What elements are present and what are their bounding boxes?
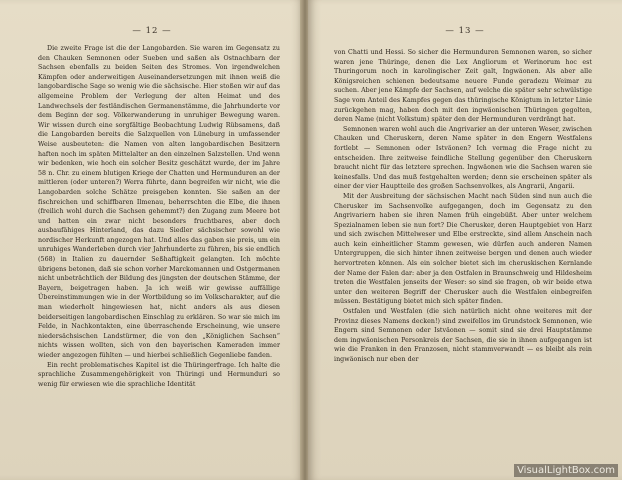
- right-page-text: [334, 48, 592, 365]
- paragraph: Semnonen waren wohl auch die Angrivarier an der unteren Weser, zwischen Chauken und Cheruskern, deren Name später in den Engern Westfalens fortlebt — Semnonen oder Istväonen? Ich vermag die Frage nicht zu entscheiden. Ihre zeitweise feindliche Stellung gegenüber den Cheruskern braucht nicht für das letztere sprechen. Ingwäonen wie die Sachsen waren sie keinesfalls. Und das muß festgehalten werden; denn sie erscheinen später als einer der vier Hauptteile des großen Sachsenvolkes, als Angrarii, Angarii.: [334, 125, 592, 191]
- page-number-left: — 12 —: [132, 26, 172, 36]
- paragraph: von Chatti und Hessi. So sicher die Hermunduren Semnonen waren, so sicher waren jene Thüringe, denen die Lex Angliorum et Werinorum hoc est Thuringorum noch in karolingischer Zeit galt, Ingwäonen. Als aber alle Königsreichen schienen bedeutsame neuere Funde geradezu Weimar zu suchen. Aber jene Kämpfe der Sachsen, auf welche die später sehr schwülstige Sage vom Anteil des Kampfes gegen das thüringische Königtum in letzter Linie zurückgehen mag, haben doch mit den ingwäonischen Thüringen gegolten, deren Name (nicht Volkstum) später den der Hermunduren verdrängt hat.: [334, 49, 592, 124]
- paragraph: Die zweite Frage ist die der Langobarden. Sie waren im Gegensatz zu den Chauken Semnonen oder Sueben und saßen als Ostnachbarn der Sachsen ebenfalls zu beiden Seiten des Stromes. Von irgendwelchen Kämpfen oder anderweitigen Auseinandersetzungen mit ihnen weiß die langobardische Sage so wenig wie die sächsische. Hier stoßen wir auf das allgemeine Problem der Verlegung der alten Heimat und des Landwechsels der festländischen Germanenstämme, die Jahrhunderte vor dem Beginn der sog. Völkerwanderung in unruhiger Bewegung waren. Wir wissen durch eine sorgfältige Beobachtung Ludwig Rübsamens, daß die Langobarden bereits die Salzquellen von Lüneburg in umfassender Weise ausbeuteten: die Namen von alten langobardischen Besitzern haften noch im späten Mittelalter an den einzelnen Salzstellen. Und wenn wir bedenken, wie hoch ein solcher Besitz geschätzt wurde, der im Jahre 58 n. Chr. zu einem blutigen Kriege der Chatten und Hermunduren an der mittleren (oder unteren?) Werra führte, dann begreifen wir nicht, wie die Langobarden solche Schätze preisgeben konnten. Sie saßen an der fischreichen und schiffbaren Ilmenau, beherrschten die Elbe, die ihnen (freilich wohl durch die Sachsen gehemmt?) den Zugang zum Meere bot und hatten ein zwar nicht besonders fruchtbares, aber doch ausbaufähiges Hinterland, das dazu Siedler sächsischer sowohl wie nordischer Herkunft angezogen hat. Und alles das gaben sie preis, um ein unruhiges Wanderleben durch vier Jahrhunderte zu führen, bis sie endlich (568) in Italien zu dauernder Seßhaftigkeit gelangten. Ich möchte übrigens betonen, daß sie schon vorher Marckomannen und Ostgermanen nicht unbeträchtlich der Bildung des jüngsten der deutschen Stämme, der Bayern, beigetragen haben. Ja ich weiß wir gewisse auffällige Übereinstimmungen wie in der Wortbildung so im Volkscharakter, auf die man wiederholt hingewiesen hat, nicht anders als aus diesen beiderseitigen langobardischen Einschlag zu erklären. So war sie mich im Felde, in Nachkontakten, eine überraschende Erscheinung, wie unsere niedersächsischen Landstürmer, die von den „Königlichen Sachsen“ nichts wissen wollten, sich von den bayerischen Kameraden immer wieder angezogen fühlten — und hierbei schließlich Gegenliebe fanden.: [38, 45, 280, 359]
- paragraph: Ein recht problematisches Kapitel ist die Thüringerfrage. Ich halte die sprachliche Zusammengehörigkeit von Thüringi und Hermunduri so wenig für erwiesen wie die sprachliche Identität: [38, 361, 280, 388]
- left-page-text: [38, 44, 280, 389]
- left-page: [0, 0, 304, 480]
- paragraph: Mit der Ausbreitung der sächsischen Macht nach Süden sind nun auch die Cherusker im Sachsenvolke aufgegangen, doch im Gegensatz zu den Angrivariern haben sie ihren Namen früh eingebüßt. Aber unter welchem Spezialnamen leben sie nun fort? Die Cherusker, deren Hauptgebiet von Harz und sich zwischen Mittelweser und Elbe erstreckte, sind allem Anschein nach auch kein einheitlicher Stamm gewesen, wie dürfen auch anderen Namen Untergruppen, die sich hinter ihnen zeitweise bergen und denen auch wieder hervortreten können. Als ein solcher bietet sich im cheruskischen Kernlande der Name der Falen dar: aber ja den Ostfalen in Braunschweig und Hildesheim treten die Westfalen jenseits der Weser: so sind sie fragen, ob wir beide etwa unter den weiteren Begriff der Cherusker auch die Westfalen einbegreifen müssen. Bestätigung bietet mich sich später finden.: [334, 192, 592, 306]
- right-page: [308, 0, 622, 480]
- watermark: VisualLightBox.com: [514, 464, 618, 477]
- paragraph: Ostfalen und Westfalen (die sich natürlich nicht ohne weiteres mit der Provinz dieses Namens decken!) sind zweifellos im Grundstock Semnonen, wie Engern sind Semnonen oder Istväonen — somit sind sie drei Hauptstämme dem ingwäonischen Personkreis der Sachsen, die sie in ihnen aufgegangen ist wie die Franken in den Franzosen, nicht stammverwandt — es bleibt als rein ingwäonisch nur eben der: [334, 308, 592, 363]
- page-number-right: — 13 —: [445, 26, 485, 36]
